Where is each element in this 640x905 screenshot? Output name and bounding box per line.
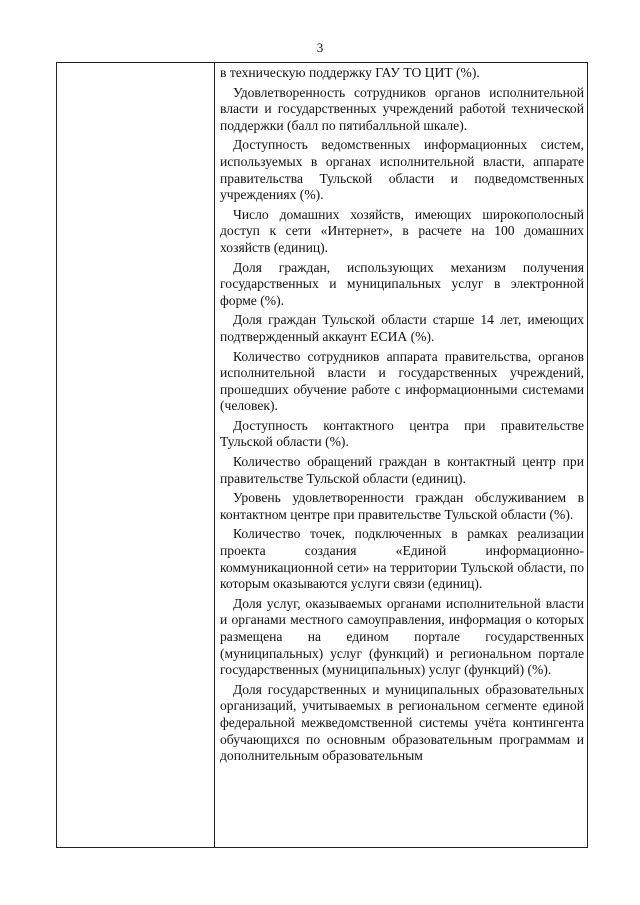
paragraph-support-satisfaction: Удовлетворенность сотрудников органов исполнительной власти и государственных учреждений работой технической поддержки (балл по пятибалльной шкале). <box>220 84 584 133</box>
paragraph-contact-center-requests: Количество обращений граждан в контактный центр при правительстве Тульской области (единиц). <box>220 454 584 486</box>
paragraph-portal-services: Доля услуг, оказываемых органами исполнительной власти и органами местного самоуправления, информация о которых размещена на едином портале государственных (муниципальных) услуг (функций) и региональном портале государственных (муниципальных) услуг (функций) (%). <box>220 595 584 678</box>
page-number: 3 <box>316 40 324 55</box>
paragraph-electronic-services: Доля граждан, использующих механизм получения государственных и муниципальных услуг в электронной форме (%). <box>220 259 584 308</box>
paragraph-continued: в техническую поддержку ГАУ ТО ЦИТ (%). <box>220 65 480 80</box>
paragraph-systems-availability: Доступность ведомственных информационных систем, используемых в органах исполнительной власти, аппарате правительства Тульской области и подведомственных учреждениях (%). <box>220 137 584 203</box>
paragraph-education-organizations: Доля государственных и муниципальных образовательных организаций, учитываемых в региональном сегменте единой федеральной межведомственной системы учёта контингента обучающихся по основным образовательным программам и дополнительным образовательным <box>220 681 584 764</box>
indicators-table <box>56 62 588 848</box>
paragraph-esia-accounts: Доля граждан Тульской области старше 14 лет, имеющих подтвержденный аккаунт ЕСИА (%). <box>220 312 584 344</box>
paragraph-contact-center-satisfaction: Уровень удовлетворенности граждан обслуживанием в контактном центре при правительстве Тульской области (%). <box>220 490 584 522</box>
paragraph-staff-training: Количество сотрудников аппарата правительства, органов исполнительной власти и государственных учреждений, прошедших обучение работе с информационными системами (человек). <box>220 348 584 414</box>
column-divider <box>214 63 215 847</box>
indicators-cell <box>220 65 584 768</box>
paragraph-contact-center-availability: Доступность контактного центра при правительстве Тульской области (%). <box>220 417 584 450</box>
paragraph-broadband-households: Число домашних хозяйств, имеющих широкополосный доступ к сети «Интернет», в расчете на 100 домашних хозяйств (единиц). <box>220 206 584 255</box>
paragraph-network-points: Количество точек, подключенных в рамках реализации проекта создания «Единой информационно-коммуникационной сети» на территории Тульской области, по которым оказываются услуги связи (единиц). <box>220 526 584 592</box>
